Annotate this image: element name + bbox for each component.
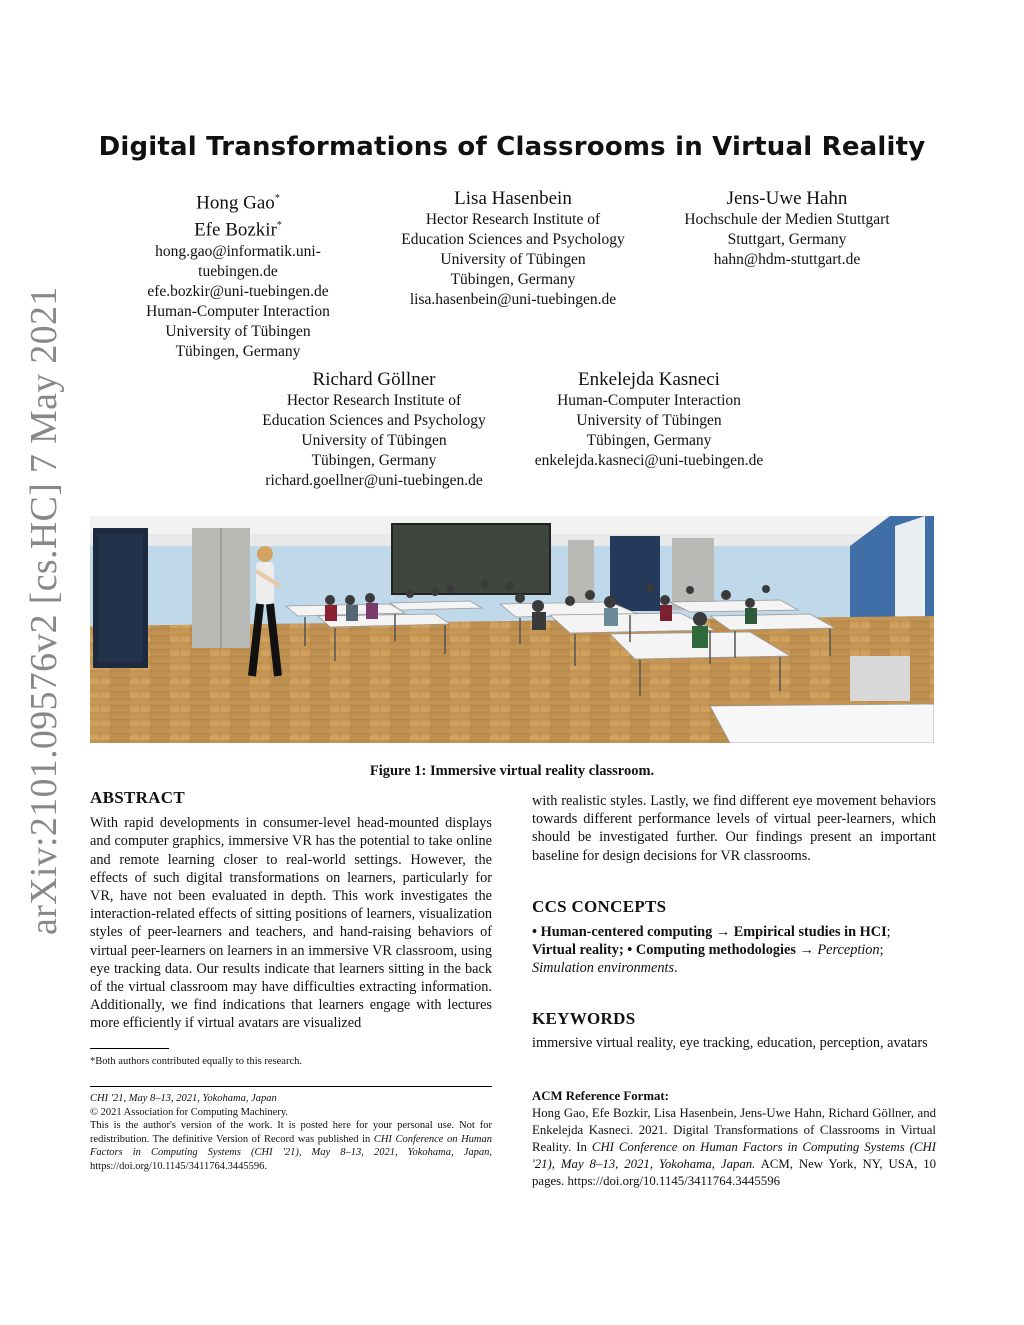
author-name: Jens-Uwe Hahn [726, 188, 848, 209]
author-block-goellner [240, 368, 508, 491]
right-column [532, 792, 936, 1052]
author-block-hasenbein [378, 187, 648, 310]
venue-rule [90, 1086, 492, 1087]
abstract-text: With rapid developments in consumer-level head-mounted displays and computer graphics, immersive VR has the potential to take online and remote learning closer to real-world settings. However, the effects of such digital transformations on learners, particularly for VR, have not been evaluated in depth. This work investigates the interaction-related effects of sitting positions of learners, visualization styles of peer-learners and teachers, and hand-raising behaviors of virtual peer-learners on learners in an immersive VR classroom, using eye tracking data. Our results indicate that learners sitting in the back of the virtual classroom may have difficulties extracting information. Additionally, we find indications that learners engage with lectures more efficiently if virtual avatars are visualized [90, 815, 492, 1032]
affiliation: Education Sciences and Psychology [262, 412, 486, 429]
affiliation: Hochschule der Medien Stuttgart [684, 211, 890, 228]
blackboard [392, 524, 550, 594]
affiliation: Tübingen, Germany [586, 432, 712, 449]
email: efe.bozkir@uni-tuebingen.de [147, 282, 329, 300]
vr-classroom-figure [90, 516, 934, 743]
abstract-heading: ABSTRACT [90, 788, 185, 807]
email: lisa.hasenbein@uni-tuebingen.de [409, 291, 617, 308]
reference-doi: ACM, New York, NY, USA, 10 pages. https://doi.org/10.1145/3411764.3445596 [532, 1157, 936, 1188]
keywords-heading: KEYWORDS [532, 1008, 636, 1028]
affiliation: Tübingen, Germany [175, 342, 301, 360]
email: enkelejda.kasneci@uni-tuebingen.de [534, 452, 764, 469]
author-name: Efe Bozkir [194, 219, 277, 241]
copyright-line: © 2021 Association for Computing Machinery. [90, 1106, 289, 1118]
ccs-text: • Human-centered computing → Empirical studies in HCI; Virtual reality; • Computing methodologies → Perception; Simulation environments. [532, 924, 891, 977]
affiliation: Stuttgart, Germany [727, 231, 847, 248]
email: tuebingen.de [198, 262, 278, 280]
affiliation: Tübingen, Germany [450, 271, 576, 288]
affiliation: Human-Computer Interaction [146, 302, 330, 320]
author-name: Lisa Hasenbein [454, 188, 572, 209]
author-block-gao-bozkir: Hong Gao* Efe Bozkir* hong.gao@informatik.uni- tuebingen.de efe.bozkir@uni-tuebingen.de Human-Computer Interaction University of Tübingen Tübingen, Germany [118, 187, 358, 362]
affiliation: University of Tübingen [440, 251, 586, 268]
figure-caption: Figure 1: Immersive virtual reality classroom. [369, 763, 655, 779]
affiliation: University of Tübingen [576, 412, 722, 429]
left-column [90, 789, 492, 1033]
paper-title: Digital Transformations of Classrooms in Virtual Reality [98, 132, 926, 162]
author-block-kasneci [516, 368, 782, 471]
affiliation: University of Tübingen [301, 432, 447, 449]
acm-reference [532, 1088, 936, 1190]
reference-heading: ACM Reference Format: [532, 1089, 669, 1103]
notice-text: This is the author's version of the work. It is posted here for your personal use. Not for redistribution. The definitive Version of Record was published in [90, 1120, 492, 1145]
abstract-continued: with realistic styles. Lastly, we find different eye movement behaviors towards different performance levels of virtual peer-learners, which should be investigated further. Our findings present an important baseline for design decisions for VR classrooms. [532, 793, 936, 864]
reference-text: Hong Gao, Efe Bozkir, Lisa Hasenbein, Jens-Uwe Hahn, Richard Göllner, and Enkelejda Kasneci. 2021. Digital Transformations of Classrooms in Virtual Reality. In [532, 1106, 936, 1154]
email: hong.gao@informatik.uni- [155, 242, 321, 260]
affiliation: Hector Research Institute of [425, 211, 601, 228]
footnote-rule [90, 1048, 169, 1049]
venue-line: CHI '21, May 8–13, 2021, Yokohama, Japan [90, 1093, 277, 1104]
email: richard.goellner@uni-tuebingen.de [265, 472, 483, 489]
keywords-text: immersive virtual reality, eye tracking, education, perception, avatars [532, 1034, 928, 1051]
author-name: Hong Gao [196, 192, 275, 214]
author-name: Richard Göllner [312, 369, 436, 390]
notice-doi: , https://doi.org/10.1145/3411764.3445596. [90, 1147, 492, 1172]
affiliation: University of Tübingen [165, 322, 311, 340]
ccs-heading: CCS CONCEPTS [532, 896, 667, 916]
email: hahn@hdm-stuttgart.de [713, 251, 861, 268]
notice-venue: CHI Conference on Human Factors in Computing Systems (CHI '21), May 8–13, 2021, Yokohama, Japan [90, 1133, 492, 1158]
author-name: Enkelejda Kasneci [578, 369, 720, 390]
reference-venue: CHI Conference on Human Factors in Computing Systems (CHI '21), May 8–13, 2021, Yokohama, Japan. [532, 1140, 937, 1171]
arxiv-stamp: arXiv:2101.09576v2 [cs.HC] 7 May 2021 [23, 286, 65, 935]
footnote: *Both authors contributed equally to this research. [90, 1056, 302, 1067]
venue-block [90, 1092, 492, 1173]
author-block-hahn [660, 187, 914, 270]
affiliation: Education Sciences and Psychology [401, 231, 625, 248]
affiliation: Tübingen, Germany [311, 452, 437, 469]
affiliation: Hector Research Institute of [286, 392, 462, 409]
affiliation: Human-Computer Interaction [557, 392, 741, 409]
